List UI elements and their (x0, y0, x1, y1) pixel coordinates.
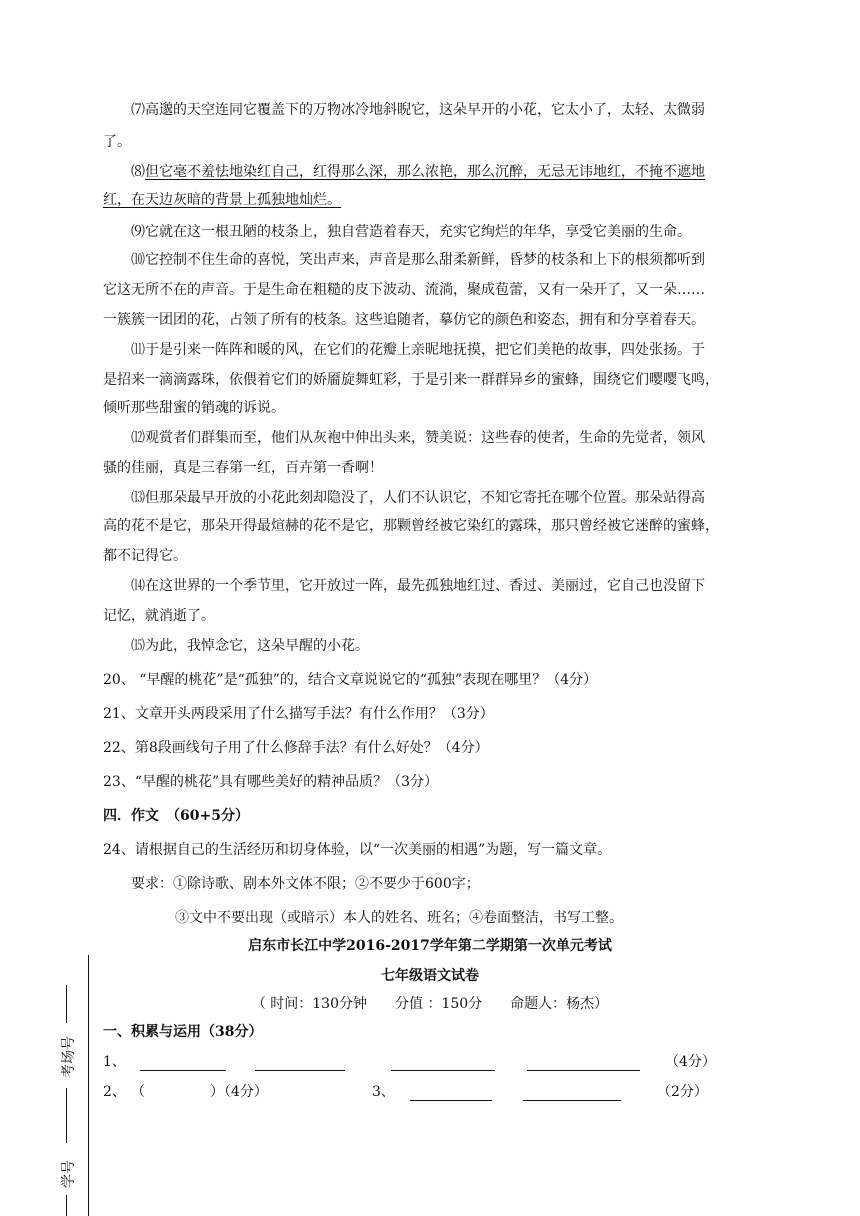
row-2-score: ）（4分） (210, 1084, 268, 1100)
answer-row-1 (103, 1052, 126, 1072)
row-3-number: 3、 (372, 1084, 395, 1100)
question-24: 24、请根据自己的生活经历和切身体验，以“一次美丽的相遇”为题，写一篇文章。 (103, 842, 612, 858)
question-21: 21、文章开头两段采用了什么描写手法？有什么作用？（3分） (103, 706, 494, 722)
question-20: 20、 “早醒的桃花”是“孤独”的，结合文章说说它的“孤独”表现在哪里？（4分） (103, 672, 598, 688)
paragraph-13-line-1: ⒀但那朵最早开放的小花此刻却隐没了，人们不认识它，不知它寄托在哪个位置。那朵站得高 (131, 490, 705, 506)
paragraph-13-line-3: 都不记得它。 (103, 548, 187, 564)
answer-blank-1c[interactable] (391, 1056, 495, 1071)
paragraph-10-line-2: 它这无所不在的声音。于是生命在粗糙的皮下波动、流淌，聚成苞蕾，又有一朵开了，又一朵…… (103, 282, 705, 298)
row-2-number: 2、 (103, 1084, 126, 1100)
paragraph-12-line-1: ⑿观赏者们群集而至，他们从灰袍中伸出头来，赞美说：这些春的使者，生命的先觉者，领风 (131, 430, 705, 446)
student-number-blank[interactable] (66, 1195, 67, 1216)
underlined-sentence: 红，在天边灰暗的背景上孤独地灿烂。 (103, 192, 341, 208)
exam-room-label: 考场号 (61, 1036, 77, 1078)
paragraph-9: ⑼它就在这一根丑陋的枝条上，独自营造着春天，充实它绚烂的年华，享受它美丽的生命。 (131, 224, 691, 240)
paragraph-11-line-2: 是招来一滴滴露珠，依偎着它们的娇靥旋舞虹彩，于是引来一群群异乡的蜜蜂，围绕它们嘤嘤飞鸣， (103, 372, 719, 388)
paragraph-10-line-3: 一簇簇一团团的花，占领了所有的枝条。这些追随者，摹仿它的颜色和姿态，拥有和分享着春天。 (103, 312, 705, 328)
underlined-sentence: 但它毫不羞怯地染红自己，红得那么深，那么浓艳，那么沉醉，无忌无讳地红，不掩不遮地 (145, 164, 705, 180)
answer-sheet-title: 启东市长江中学2016-2017学年第二学期第一次单元考试 (248, 938, 612, 954)
paragraph-7-line-2: 了。 (103, 134, 131, 150)
question-23: 23、“早醒的桃花”具有哪些美好的精神品质？（3分） (103, 774, 439, 790)
answer-blank-3b[interactable] (523, 1086, 621, 1101)
row-1-number: 1、 (103, 1054, 126, 1070)
question-22: 22、第8段画线句子用了什么修辞手法？有什么好处？（4分） (103, 740, 489, 756)
paragraph-11-line-1: ⑾于是引来一阵阵和暖的风，在它们的花瓣上亲昵地抚摸，把它们美艳的故事，四处张扬。于 (131, 342, 705, 358)
row-2-paren-open: （ (131, 1084, 145, 1100)
answer-blank-1b[interactable] (255, 1056, 345, 1071)
paragraph-12-line-2: 骚的佳丽，真是三春第一红，百卉第一香啊！ (103, 460, 383, 476)
paragraph-number: ⑻ (131, 164, 145, 180)
answer-blank-3a[interactable] (410, 1086, 492, 1101)
paragraph-14-line-1: ⒁在这世界的一个季节里，它开放过一阵，最先孤独地红过、香过、美丽过，它自己也没留下 (131, 578, 705, 594)
binding-margin-line (88, 955, 89, 1216)
exam-room-lower-blank[interactable] (66, 1088, 67, 1143)
paragraph-8-line-1 (131, 162, 705, 182)
answer-blank-2[interactable] (150, 1080, 208, 1102)
paragraph-7-line-1: ⑺高邈的天空连同它覆盖下的万物冰冷地斜睨它，这朵早开的小花，它太小了，太轻、太微弱 (131, 102, 705, 118)
paragraph-14-line-2: 记忆，就消逝了。 (103, 608, 215, 624)
row-3-score: （2分） (657, 1084, 708, 1100)
section-1-heading: 一、积累与运用（38分） (103, 1024, 263, 1040)
row-1-score: （4分） (665, 1054, 716, 1070)
composition-requirement-2: ③文中不要出现（或暗示）本人的姓名、班名；④卷面整洁，书写工整。 (175, 910, 623, 926)
paragraph-8-line-2 (103, 190, 341, 210)
exam-room-blank[interactable] (66, 985, 67, 1023)
composition-heading: 四．作文 （60+5分） (103, 808, 249, 824)
paragraph-10-line-1: ⑽它控制不住生命的喜悦，笑出声来，声音是那么甜柔新鲜，昏梦的枝条和上下的根须都听到 (131, 252, 705, 268)
answer-sheet-subtitle: 七年级语文试卷 (381, 968, 479, 984)
student-number-label: 学号 (61, 1160, 77, 1188)
answer-blank-1a[interactable] (140, 1056, 226, 1071)
composition-requirement-1: 要求：①除诗歌、剧本外文体不限；②不要少于600字； (131, 876, 480, 892)
paragraph-15: ⒂为此，我悼念它，这朵早醒的小花。 (131, 638, 369, 654)
paragraph-11-line-3: 倾听那些甜蜜的销魂的诉说。 (103, 400, 285, 416)
answer-blank-1d[interactable] (527, 1056, 640, 1071)
exam-info: （ 时间：130分钟 分值 ：150分 命题人：杨杰） (251, 996, 609, 1012)
paragraph-13-line-2: 高的花不是它，那朵开得最煊赫的花不是它，那颗曾经被它染红的露珠，那只曾经被它迷醉的蜜蜂， (103, 518, 719, 534)
